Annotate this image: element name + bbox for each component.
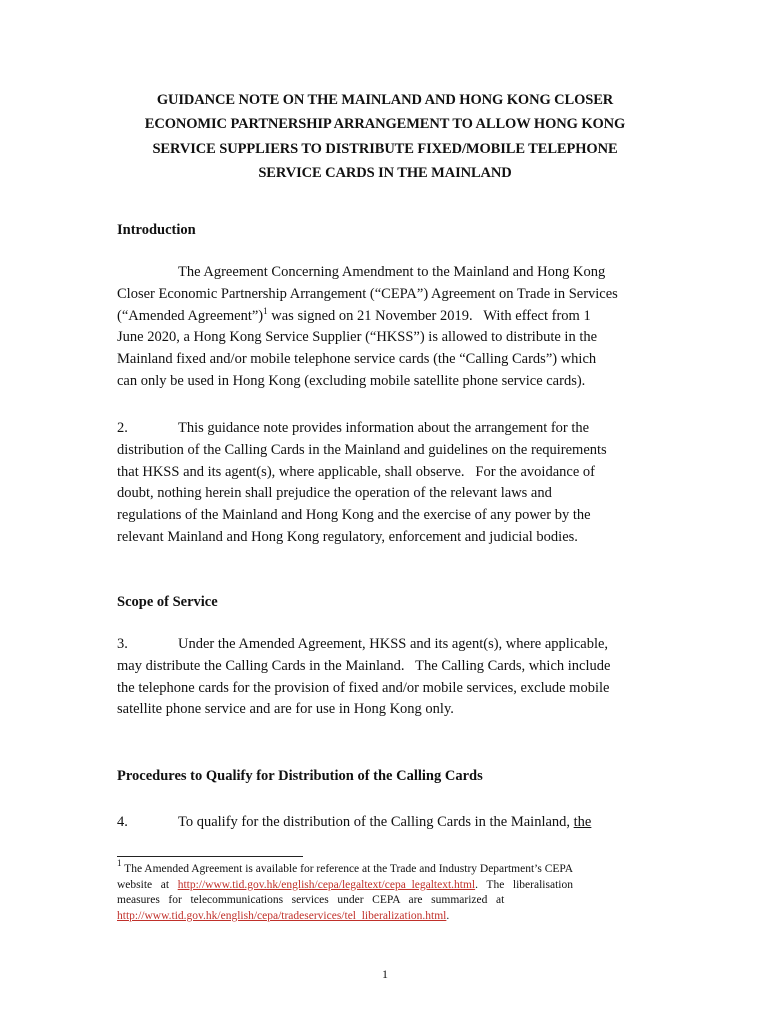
footnote [117, 858, 655, 924]
paragraph-text: (“Amended Agreement”) [117, 307, 264, 324]
title-line: SERVICE SUPPLIERS TO DISTRIBUTE FIXED/MOBILE TELEPHONE [152, 140, 618, 157]
paragraph-text: Under the Amended Agreement, HKSS and its agent(s), where applicable, [178, 636, 609, 652]
footnote-text: The Amended Agreement is available for reference at the Trade and Industry Department’s CEPA [121, 863, 574, 875]
tel-liberalization-link[interactable]: http://www.tid.gov.hk/english/cepa/tradeservices/tel_liberalization.html [117, 909, 447, 922]
footnote-divider [117, 856, 303, 857]
title-line: GUIDANCE NOTE ON THE MAINLAND AND HONG KONG CLOSER [156, 92, 614, 108]
paragraph-text: may distribute the Calling Cards in the Mainland. The Calling Cards, which include [117, 657, 611, 674]
paragraph-number: 3. [117, 636, 128, 652]
paragraph-number: 4. [117, 814, 128, 830]
footnote-reference: 1 [263, 305, 268, 316]
legaltext-link[interactable]: http://www.tid.gov.hk/english/cepa/legaltext/cepa_legaltext.html [177, 878, 476, 891]
section-heading-procedures: Procedures to Qualify for Distribution of the Calling Cards [117, 768, 483, 784]
paragraph-number: 2. [117, 420, 128, 436]
paragraph-text: The Agreement Concerning Amendment to the Mainland and Hong Kong [178, 264, 606, 280]
paragraph-text: regulations of the Mainland and Hong Kong and the exercise of any power by the [117, 507, 591, 524]
title-line: SERVICE CARDS IN THE MAINLAND [258, 164, 512, 181]
footnote-marker: 1 [117, 858, 122, 868]
footnote-text: measures for telecommunications services under CEPA are summarized at [117, 894, 505, 907]
paragraph-text: satellite phone service and are for use in Hong Kong only. [117, 701, 454, 718]
footnote-text: . The liberalisation [475, 878, 573, 891]
paragraph-3 [117, 634, 655, 721]
paragraph-text: June 2020, a Hong Kong Service Supplier (“HKSS”) is allowed to distribute in the [117, 329, 598, 346]
paragraph-text: Mainland fixed and/or mobile telephone service cards (the “Calling Cards”) which [117, 351, 597, 368]
paragraph-text: that HKSS and its agent(s), where applicable, shall observe. For the avoidance of [117, 463, 595, 480]
paragraph-2 [117, 418, 655, 549]
footnote-text: . [446, 909, 450, 922]
paragraph-1 [117, 262, 655, 393]
paragraph-text: the telephone cards for the provision of fixed and/or mobile services, exclude mobile [117, 679, 610, 696]
paragraph-text: was signed on 21 November 2019. With effect from 1 [267, 307, 591, 324]
paragraph-text: can only be used in Hong Kong (excluding mobile satellite phone service cards). [117, 372, 586, 389]
paragraph-text: doubt, nothing herein shall prejudice the operation of the relevant laws and [117, 485, 552, 502]
page-number: 1 [382, 967, 388, 981]
document-title [100, 88, 670, 185]
paragraph-text: distribution of the Calling Cards in the Mainland and guidelines on the requirements [117, 441, 607, 458]
paragraph-4 [117, 812, 655, 834]
paragraph-text-underlined: the [573, 814, 592, 830]
paragraph-text: Closer Economic Partnership Arrangement (“CEPA”) Agreement on Trade in Services [117, 285, 618, 302]
paragraph-text: relevant Mainland and Hong Kong regulatory, enforcement and judicial bodies. [117, 528, 578, 545]
footnote-text: website at [117, 878, 178, 891]
title-line: ECONOMIC PARTNERSHIP ARRANGEMENT TO ALLOW HONG KONG [144, 116, 626, 133]
paragraph-text: To qualify for the distribution of the Calling Cards in the Mainland, [178, 814, 574, 830]
section-heading-scope: Scope of Service [117, 594, 218, 610]
section-heading-introduction: Introduction [117, 222, 196, 238]
paragraph-text: This guidance note provides information about the arrangement for the [178, 420, 590, 436]
